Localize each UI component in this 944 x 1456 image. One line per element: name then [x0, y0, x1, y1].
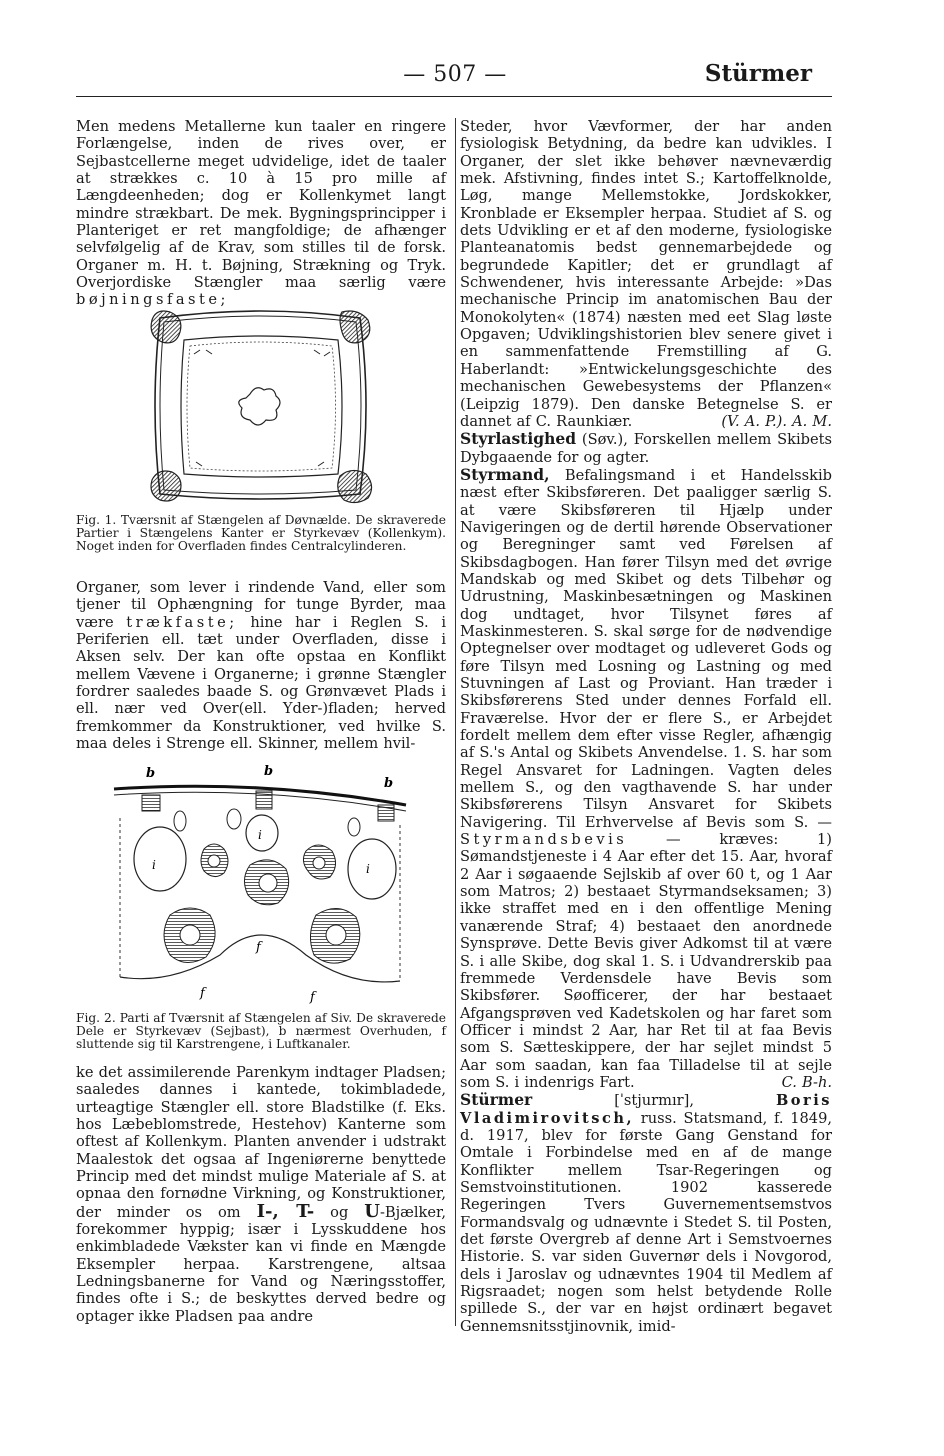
paragraph [460, 118, 832, 430]
headword: Styrmand, [460, 464, 550, 484]
paragraph-text: hine har i Reglen S. i Periferien ell. tæt under Overfladen, disse i Aksen selv. Der kan ofte opstaa en Konflikt mellem Vævene i Organerne; i grønne Stængler fordrer saaledes baade S. og Grønvævet Plads i ell. nær ved Over(ell. Yder-)fladen; herved fremkommer da Konstruktioner, ved hvilke S. maa deles i Strenge ell. Skinner, mellem hvil- [76, 613, 446, 753]
running-head: Stürmer [704, 60, 812, 87]
entry-styrlastighed [460, 430, 832, 466]
paragraph [76, 1064, 446, 1325]
label-f-left: f [200, 986, 205, 1001]
label-i-2: i [258, 828, 262, 842]
collenchyma-corner-bl [151, 471, 181, 501]
page-number: — 507 — [403, 62, 507, 87]
label-f-right: f [310, 990, 315, 1005]
figure-1-caption: Fig. 1. Tværsnit af Stængelen af Døvnælde. De skraverede Partier i Stængelens Kanter er Styrkevæv (Kollenkym). Noget inden for Overfladen findes Centralcylinderen. [76, 513, 446, 553]
air-canal-1 [134, 827, 186, 891]
pronunciation: [ˈstjurmır], [614, 1092, 694, 1110]
headword: Stürmer [460, 1090, 533, 1110]
left-column-block-1 [76, 118, 446, 309]
left-column-block-3 [76, 1064, 446, 1325]
collenchyma-corner-br [338, 470, 372, 502]
strand-b-left [142, 795, 160, 811]
spaced-term: trækfaste; [126, 613, 238, 631]
entry-sturmer [460, 1091, 832, 1335]
paragraph-text: Men medens Metallerne kun taaler en ringere Forlængelse, inden de rives over, er Sejbastcellerne meget udvidelige, idet de taaler at strækkes c. 10 à 15 pro mille af Længdeenheden; dog er Kollenkymet langt mindre strækbart. De mek. Bygningsprincipper i Planteriget er ret mangfoldige; de afhænger selvfølgelig af de Krav, som stilles til de forsk. Organer m. H. t. Bøjning, Strækning og Tryk. Overjordiske Stængler maa særlig være [76, 118, 446, 292]
conjunction: og [330, 1203, 349, 1221]
air-canal-3 [348, 839, 396, 899]
entry-text: (Søv.), Forskellen mellem Skibets Dybgaaende for og agter. [460, 431, 832, 466]
person-name: Boris Vladimirovitsch, [460, 1092, 832, 1127]
air-canal-2 [246, 815, 278, 851]
figure-2-rush-cross-section [110, 765, 410, 1005]
strand-b-right [378, 805, 394, 821]
left-column-block-2 [76, 579, 446, 752]
column-divider [455, 118, 456, 1326]
spaced-term: Styrmandsbevis [460, 831, 628, 849]
central-cylinder [239, 388, 280, 425]
paragraph [76, 579, 446, 752]
entry-text: russ. Statsmand, f. 1849, d. 1917, blev for første Gang Genstand for Omtale i Forbindelse med en af de mange Konflikter mellem Tsar-Regeringen og Semstvoinstitutionen. 1902 kasserede Regeringen Tvers Guvernementsemstvos Formandsvalg og udnævnte i Stedet S. til Posten, det første Overgreb af denne Art i Semstvoernes Historie. S. var siden Guvernør dels i Novgorod, dels i Jaroslav og udnævntes 1904 til Medlem af Rigsraadet; nogen som helst betydende Rolle spillede S., der var en højst ordinært begavet Gennemsnitsstjinovnik, imid- [460, 1109, 833, 1335]
label-f-mid: f [256, 940, 261, 955]
entry-styrmand [460, 466, 832, 1091]
collenchyma-corner-tr [340, 311, 370, 343]
strand-b-mid [256, 791, 272, 809]
label-i-3: i [366, 862, 370, 876]
label-b-mid: b [264, 765, 274, 779]
spaced-term: bøjningsfaste; [76, 291, 229, 309]
paragraph-text: -Bjælker, forekommer hyppig; især i Lysskuddene hos enkimbladede Vækster kan vi finde en Mængde Eksempler herpaa. Karstrengene, altsaa Ledningsbanerne for Vand og Næringsstoffer, findes ofte i S.; de beskyttes derved bedre og optager ikke Pladsen paa andre [76, 1203, 447, 1325]
figure-1-stem-cross-section [146, 306, 376, 506]
label-b-right: b [384, 776, 394, 791]
paragraph-text: Organer, som lever i rindende Vand, eller som tjener til Ophængning for tunge Byrder, maa være [76, 579, 446, 631]
entry-text: — kræves: 1) Sømandstjeneste i 4 Aar efter det 15. Aar, hvoraf 2 Aar i søgaaende Sejlskib af over 60 t, og 1 Aar som Matros; 2) bestaaet Styrmandseksamen; 3) ikke straffet med en i den offentlige Mening vanærende Straf; 4) bestaaet den anordnede Synsprøve. Dette Bevis giver Adkomst til at være S. i alle Skibe, dog skal 1. S. i Udvandrerskib paa fremmede Verdensdele have Bevis som Skibsfører. Søofficerer, der har bestaaet Afgangsprøven ved Kadetskolen og har faret som Officer i mindst 2 Aar, har Ret til at faa Bevis som S. Sætteskippere, der har sejlet mindst 5 Aar som saadan, kan faa Tilladelse til at sejle som S. i indenrigs Fart. [460, 831, 832, 1091]
paragraph-text: Steder, hvor Vævformer, der har anden fysiologisk Betydning, da bedre kan udvikles. I Organer, der slet ikke behøver nævneværdig mek. Afstivning, findes intet S.; Kartoffelknolde, Løg, mange Mellemstokke, Jordskokker, Kronblade er Eksempler herpaa. Studiet af S. og dets Udvikling er et af den moderne, fysiologiske Planteanatomis bedst gennemarbejdede og begrundede Kapitler; det er grundlagt af Schwendener, hvis interessante Arbejde: »Das mechanische Princip im anatomischen Bau der Monokolyten« (1874) næsten med eet Slag løste Opgaven; Udviklingshistorien blev senere givet i en sammenfattende Fremstilling af G. Haberlandt: »Entwickelungsgeschichte des mechanischen Gewebesystems der Pflanzen« (Leipzig 1879). Den danske Betegnelse S. er dannet af C. Raunkiær. [460, 118, 832, 430]
headword: Styrlastighed [460, 429, 577, 449]
signature: C. B-h. [781, 1073, 832, 1091]
label-b-left: b [146, 766, 156, 781]
figure-2-caption: Fig. 2. Parti af Tværsnit af Stængelen af Siv. De skraverede Dele er Styrkevæv (Sejbast), b nærmest Overhuden, f sluttende sig til Karstrengene, i Luftkanaler. [76, 1011, 446, 1051]
header-rule [76, 96, 832, 97]
entry-text: Befalingsmand i et Handelsskib næst efter Skibsføreren. Det paaligger særlig S. at være Skibsføreren til Hjælp under Navigeringen og de dertil hørende Observationer og Beregninger samt ved Førelsen af Skibsdagbogen. Han fører Tilsyn med det øvrige Mandskab og med Skibet og dets Tilbehør og Udrustning, Maskinbesætningen og Maskinen dog undtaget, hvor Tilsynet føres af Maskinmesteren. S. skal sørge for de nødvendige Optegnelser over modtaget og udleveret Gods og føre Tilsyn med Losning og Lastning og med Stuvningen af Last og Proviant. Han træder i Skibsførerens Sted under dennes Forfald ell. Fraværelse. Hvor der er flere S., er Arbejdet fordelt mellem dem efter visse Regler, afhængig af S.'s Antal og Skibets Anvendelse. 1. S. har som Regel Ansvaret for Ladningen. Vagten deles mellem S., og den vagthavende S. har under Skibsførerens Tilsyn Ansvaret for Skibets Navigering. Til Erhvervelse af Bevis som S. — [460, 466, 832, 831]
beam-glyphs: I-, T- [256, 1200, 315, 1222]
collenchyma-corner-tl [151, 311, 181, 343]
label-i-1: i [152, 858, 156, 872]
paragraph-text: ke det assimilerende Parenkym indtager Pladsen; saaledes dannes i kantede, tokimbladede, urteagtige Stængler ell. store Bladstilke (f. Eks. hos Læbeblomstrede, Hestehov) Kanterne som oftest af Kollenkym. Planten anvender i udstrakt Maalestok det ogsaa af Ingeniørerne benyttede Princip med det mindst mulige Materiale af S. at opnaa den fornødne Virkning, og Konstruktioner, der minder os om [76, 1064, 446, 1221]
right-column [460, 118, 832, 1335]
paragraph [76, 118, 446, 309]
signature: (V. A. P.). A. M. [721, 412, 832, 430]
u-glyph: U [364, 1200, 380, 1222]
